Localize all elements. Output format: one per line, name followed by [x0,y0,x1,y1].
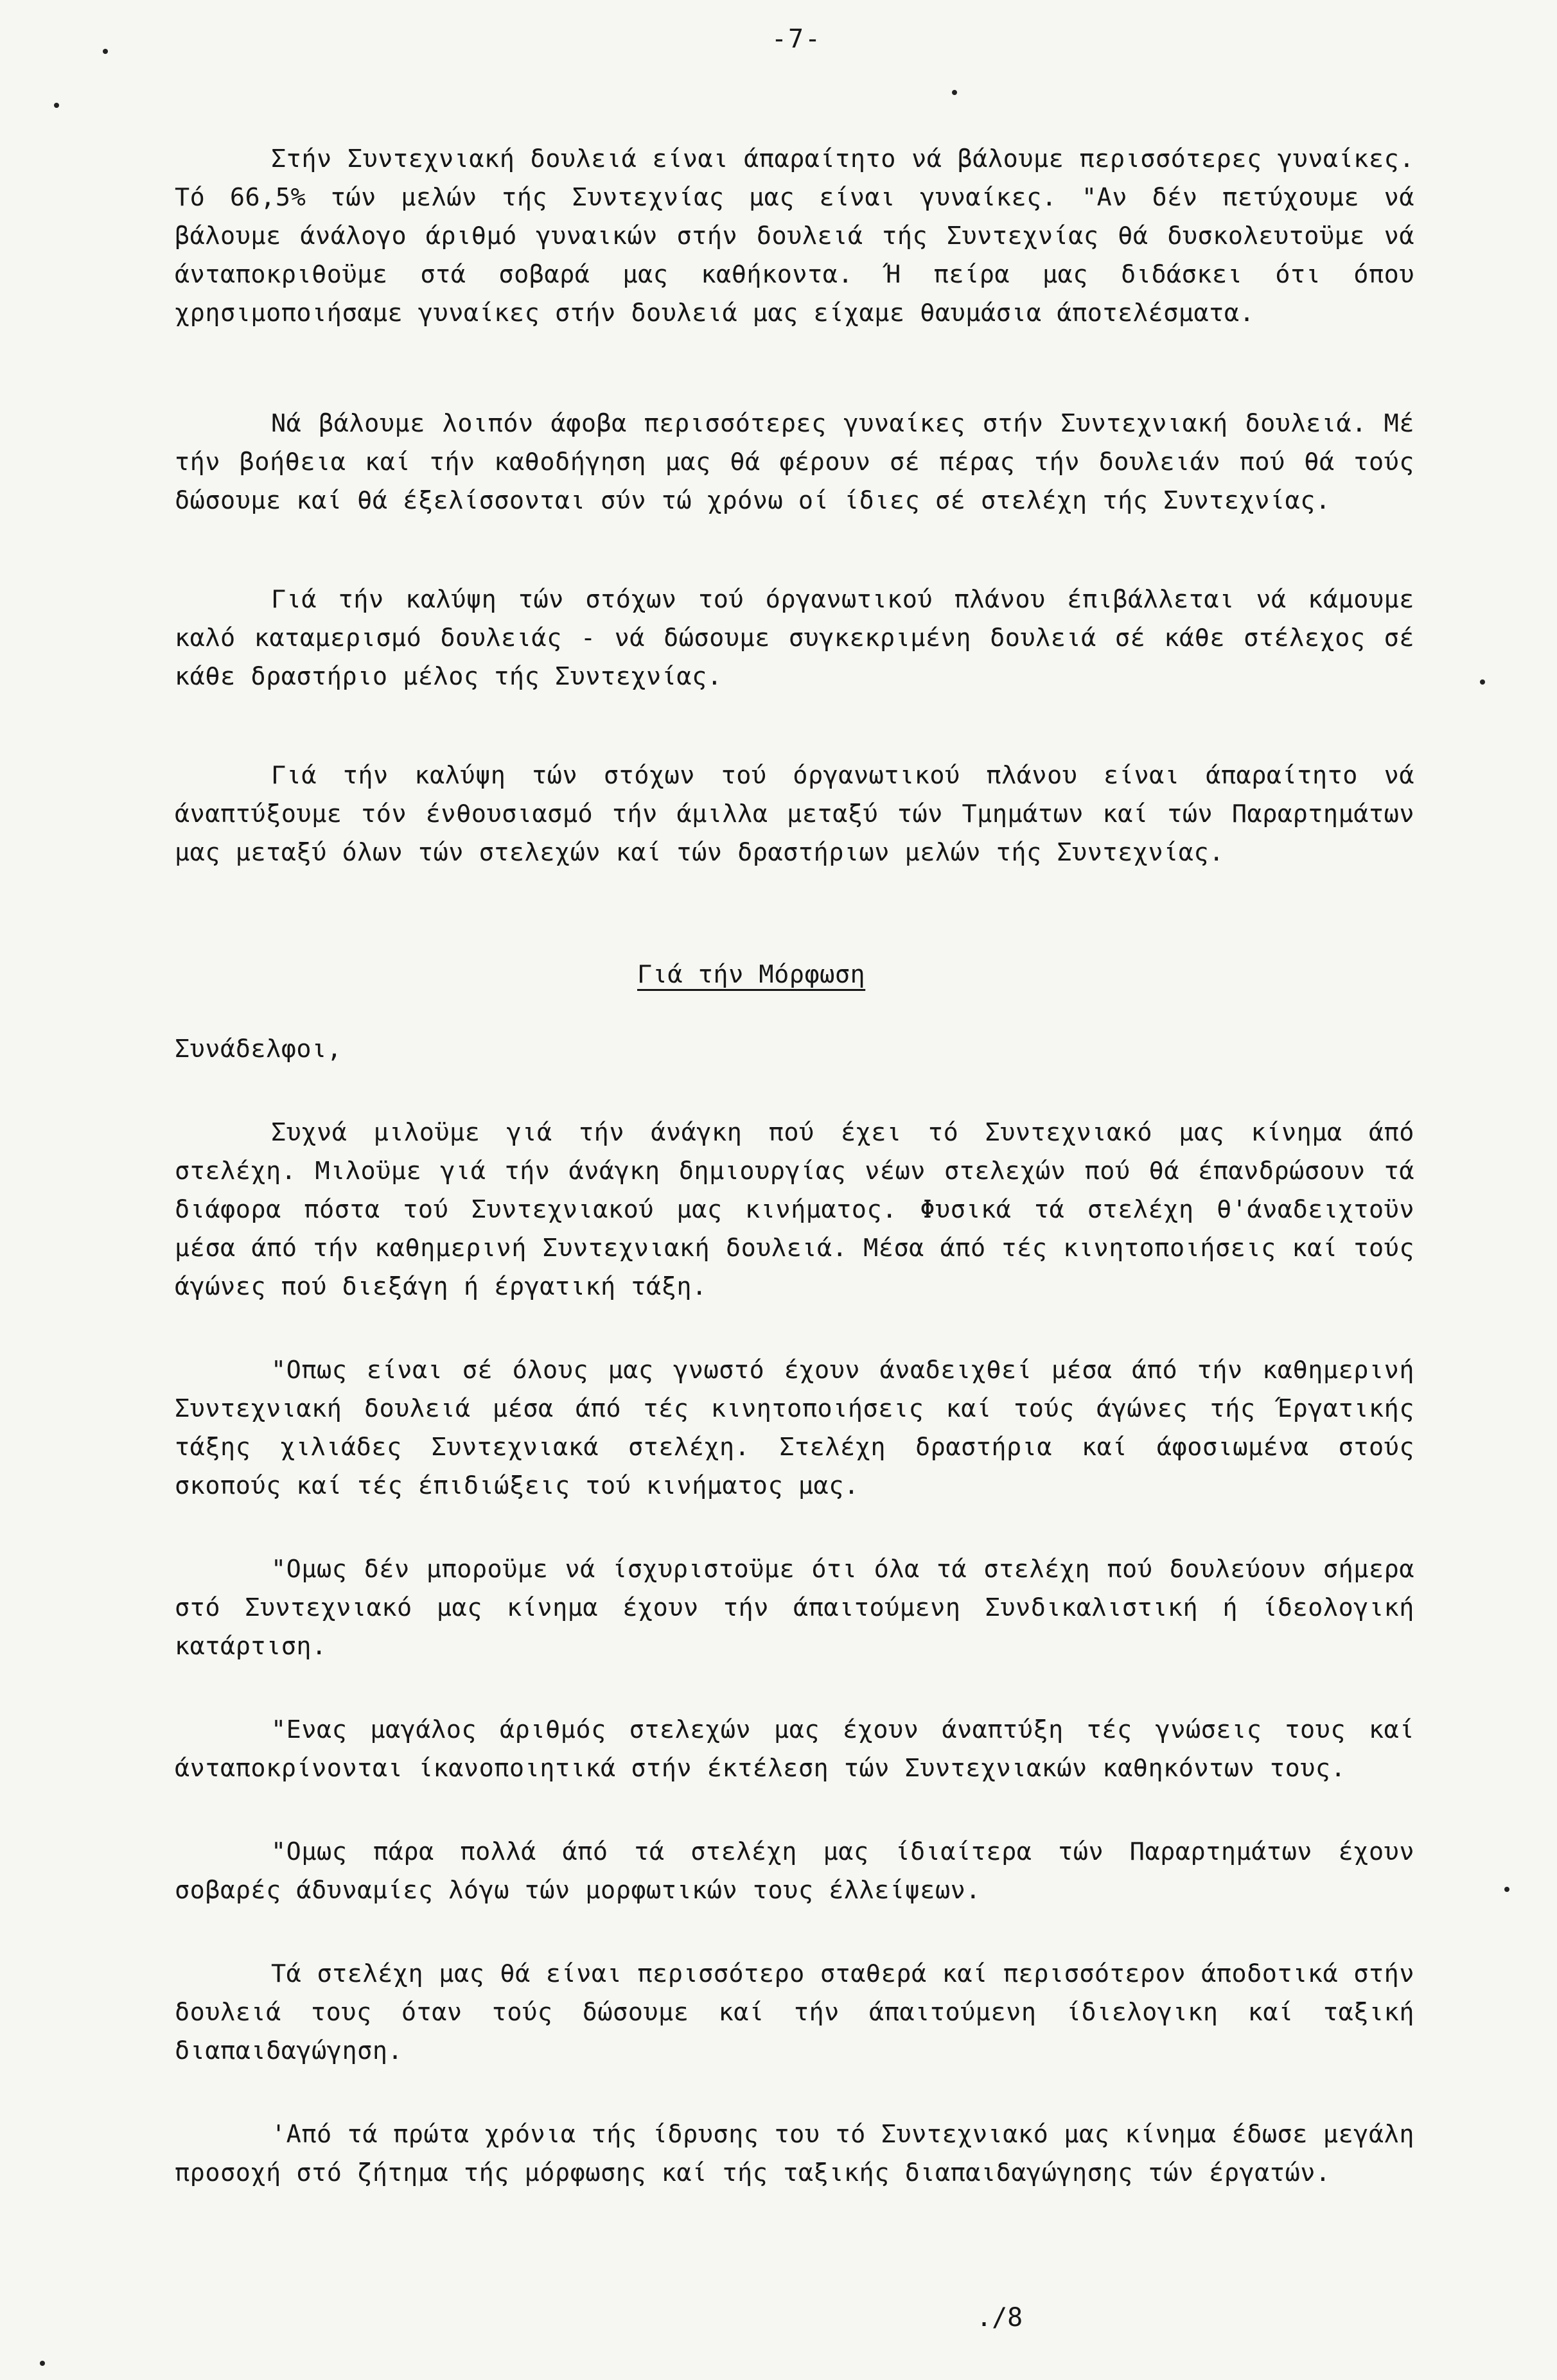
paragraph-division-of-labour: Γιά τήν καλύψη τών στόχων τού όργανωτικού πλάνου έπιβάλλεται νά κάμουμε καλό καταμερισμό δουλειάς - νά δώσουμε συγκεκριμένη δουλειά σέ κάθε στέλεχος σέ κάθε δραστήριο μέλος τής Συντεχνίας. [175,585,1414,691]
paragraph-more-women: Νά βάλουμε λοιπόν άφοβα περισσότερες γυναίκες στήν Συντεχνιακή δουλειά. Μέ τήν βοήθεια καί τήν καθοδήγηση μας θά φέρουν σέ πέρας τήν δουλειάν πού θά τούς δώσουμε καί θά έξελίσσονται σύν τώ χρόνω οί ίδιες σέ στελέχη τής Συντεχνίας. [175,409,1414,515]
paragraph-women-in-union-work: Στήν Συντεχνιακή δουλειά είναι άπαραίτητο νά βάλουμε περισσότερες γυναίκες. Τό 66,5% τών μελών τής Συντεχνίας μας είναι γυναίκες. "Αν δέν πετύχουμε νά βάλουμε άνάλογο άριθμό γυναικών στήν δουλειά τής Συντεχνίας θά δυσκολευτοϋμε νά άνταποκριθοϋμε στά σοβαρά μας καθήκοντα. Ή πείρα μας διδάσκει ότι όπου χρησιμοποιήσαμε γυναίκες στήν δουλειά μας είχαμε θαυμάσια άποτελέσματα. [175,144,1414,328]
speck-mark [40,2361,45,2366]
paragraph-thousands-of-cadres: "Οπως είναι σέ όλους μας γνωστό έχουν άναδειχθεί μέσα άπό τήν καθημερινή Συντεχνιακή δουλειά μέσα άπό τές κινητοποιήσεις καί τούς άγώνες τής Έργατικής τάξης χιλιάδες Συντεχνιακά στελέχη. Στελέχη δραστήρια καί άφοσιωμένα στούς σκοπούς καί τές έπιδιώξεις τού κινήματος μας. [175,1356,1414,1500]
speck-mark [103,49,108,54]
speck-mark [952,90,957,95]
paragraph-developed-cadres: "Ενας μαγάλος άριθμός στελεχών μας έχουν άναπτύξη τές γνώσεις τους καί άνταποκρίνονται ίκανοποιητικά στήν έκτέλεση τών Συντεχνιακών καθηκόντων τους. [175,1715,1414,1783]
paragraph-early-years: 'Από τά πρώτα χρόνια τής ίδρυσης του τό Συντεχνιακό μας κίνημα έδωσε μεγάλη προσοχή στό ζήτημα τής μόρφωσης καί τής ταξικής διαπαιδαγώγησης τών έργατών. [175,2120,1414,2187]
speck-mark [54,103,59,108]
paragraph-need-for-cadres: Συχνά μιλοϋμε γιά τήν άνάγκη πού έχει τό Συντεχνιακό μας κίνημα άπό στελέχη. Μιλοϋμε γιά τήν άνάγκη δημιουργίας νέων στελεχών πού θά έπανδρώσουν τά διάφορα πόστα τού Συντεχνιακού μας κινήματος. Φυσικά τά στελέχη θ'άναδειχτοϋν μέσα άπό τήν καθημερινή Συντεχνιακή δουλειά. Μέσα άπό τές κινητοποιήσεις καί τούς άγώνες πού διεξάγη ή έργατική τάξη. [175,1118,1414,1301]
document-body [175,140,1414,2192]
continuation-mark: ./8 [976,2303,1023,2332]
speck-mark [1480,679,1485,685]
paragraph-enthusiasm-and-rivalry: Γιά τήν καλύψη τών στόχων τού όργανωτικού πλάνου είναι άπαραίτητο νά άναπτύξουμε τόν ένθουσιασμό τήν άμιλλα μεταξύ τών Τμημάτων καί τών Παραρτημάτων μας μεταξύ όλων τών στελεχών καί τών δραστήριων μελών τής Συντεχνίας. [175,761,1414,867]
salutation: Συνάδελφοι, [175,1035,342,1063]
paragraph-stable-cadres: Τά στελέχη μας θά είναι περισσότερο σταθερά καί περισσότερον άποδοτικά στήν δουλειά τους όταν τούς δώσουμε καί τήν άπαιτούμενη ίδιελογικη καί ταξική διαπαιδαγώγηση. [175,1959,1414,2065]
page-number: -7- [771,24,822,54]
speck-mark [1504,1887,1509,1892]
section-heading-education: Γιά τήν Μόρφωση [637,960,866,989]
paragraph-weaknesses: "Ομως πάρα πολλά άπό τά στελέχη μας ίδιαίτερα τών Παραρτημάτων έχουν σοβαρές άδυναμίες λόγω τών μορφωτικών τους έλλείψεων. [175,1837,1414,1905]
paragraph-training-gaps: "Ομως δέν μποροϋμε νά ίσχυριστοϋμε ότι όλα τά στελέχη πού δουλεύουν σήμερα στό Συντεχνιακό μας κίνημα έχουν τήν άπαιτούμενη Συνδικαλιστική ή ίδεολογική κατάρτιση. [175,1555,1414,1661]
